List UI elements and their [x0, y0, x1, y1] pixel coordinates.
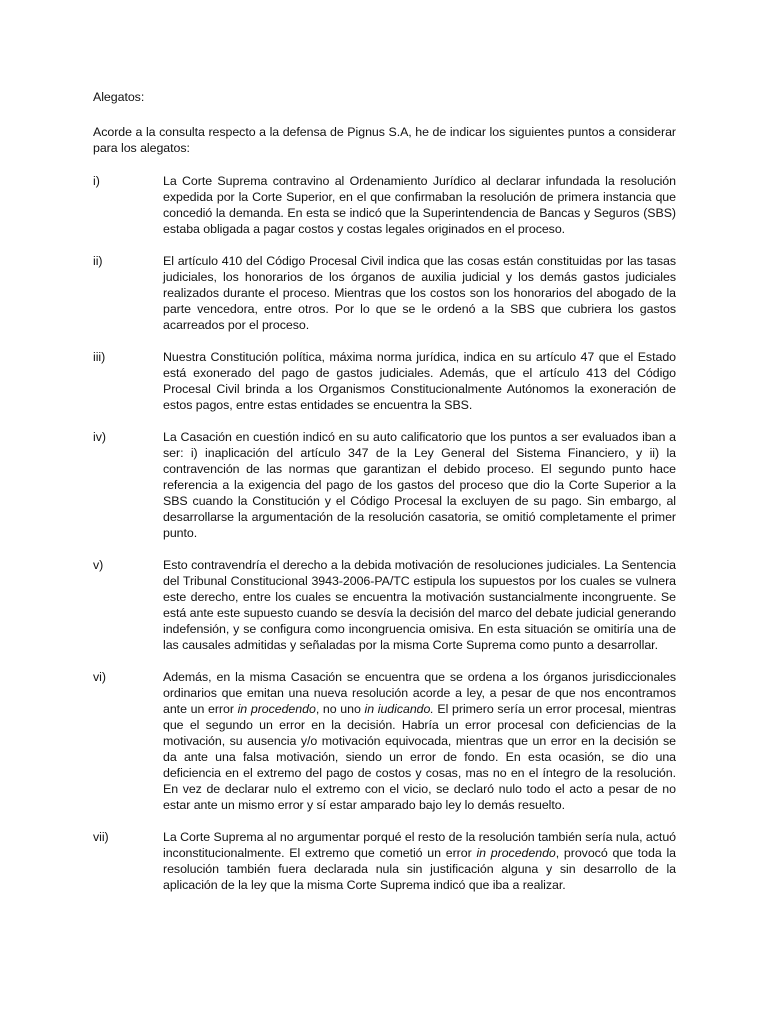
text-segment: La Corte Suprema al no argumentar porqué el resto de la resolución también sería nula, actuó inconstitucionalmente. El extremo que cometió un error [163, 830, 676, 860]
list-item-number: i) [93, 174, 100, 188]
list-item-text [163, 669, 676, 813]
list-item-number: vi) [93, 670, 106, 684]
list-item-text: La Casación en cuestión indicó en su auto calificatorio que los puntos a ser evaluados iban a ser: i) inaplicación del artículo 347 de la Ley General del Sistema Financiero, y ii) la contravención de las normas que garantizan el debido proceso. El segundo punto hace referencia a la exigencia del pago de los gastos del proceso que dio la Corte Superior a la SBS cuando la Constitución y el Código Procesal la excluyen de su pago. Sin embargo, al desarrollarse la argumentación de la resolución casatoria, se omitió completamente el primer punto. [163, 430, 676, 540]
list-item-iv [93, 429, 676, 541]
list-item-number: ii) [93, 254, 103, 268]
list-item-number: vii) [93, 830, 109, 844]
list-item-v [93, 557, 676, 653]
list-item-number: iv) [93, 430, 106, 444]
italic-term: in iudicando. [364, 702, 434, 716]
list-item-text: El artículo 410 del Código Procesal Civil indica que las cosas están constituidas por las tasas judiciales, los honorarios de los órganos de auxilia judicial y los demás gastos judiciales realizados durante el proceso. Mientras que los costos son los honorarios del abogado de la parte vencedora, entre otros. Por lo que se le ordenó a la SBS que cubriera los gastos acarreados por el proceso. [163, 254, 676, 332]
list-item-number: v) [93, 558, 104, 572]
text-segment: , no uno [315, 702, 365, 716]
list-item-vi [93, 669, 676, 813]
italic-term: in procedendo [237, 702, 316, 716]
text-segment: El primero sería un error procesal, mientras que el segundo un error en la decisión. Habría un error procesal con deficiencias de la motivación, su ausencia y/o motivación equivocada, mientras que un error en la decisión se da ante una falsa motivación, siendo un error de fondo. En esta ocasión, se dio una deficiencia en el extremo del pago de costos y cosas, mas no en el íntegro de la resolución. En vez de declarar nulo el extremo con el vicio, se declaró nulo todo el acto a pesar de no estar ante un mismo error y sí estar amparado bajo ley lo demás resuelto. [163, 702, 676, 812]
document-heading: Alegatos: [93, 90, 145, 104]
list-item-i [93, 173, 676, 237]
document-body [93, 89, 676, 909]
list-item-text [163, 829, 676, 893]
list-item-text: Nuestra Constitución política, máxima norma jurídica, indica en su artículo 47 que el Estado está exonerado del pago de gastos judiciales. Además, que el artículo 413 del Código Procesal Civil brinda a los Organismos Constitucionalmente Autónomos la exoneración de estos pagos, entre estas entidades se encuentra la SBS. [163, 350, 676, 412]
intro-paragraph: Acorde a la consulta respecto a la defensa de Pignus S.A, he de indicar los siguientes puntos a considerar para los alegatos: [93, 125, 676, 155]
list-item-iii [93, 349, 676, 413]
list-item-text: Esto contravendría el derecho a la debida motivación de resoluciones judiciales. La Sentencia del Tribunal Constitucional 3943-2006-PA/TC estipula los supuestos por los cuales se vulnera este derecho, entre los cuales se encuentra la motivación sustancialmente incongruente. Se está ante este supuesto cuando se desvía la decisión del marco del debate judicial generando indefensión, y se configura como incongruencia omisiva. En esta situación se omitiría una de las causales admitidas y señaladas por la misma Corte Suprema como punto a desarrollar. [163, 558, 676, 652]
list-item-text: La Corte Suprema contravino al Ordenamiento Jurídico al declarar infundada la resolución expedida por la Corte Superior, en el que confirmaban la resolución de primera instancia que concedió la demanda. En esta se indicó que la Superintendencia de Bancas y Seguros (SBS) estaba obligada a pagar costos y costas legales originados en el proceso. [163, 174, 676, 236]
list-item-vii [93, 829, 676, 893]
text-segment: , provocó que toda la resolución también fuera declarada nula sin justificación alguna y sin desarrollo de la aplicación de la ley que la misma Corte Suprema indicó que iba a realizar. [163, 846, 676, 892]
text-segment: Además, en la misma Casación se encuentra que se ordena a los órganos jurisdiccionales ordinarios que emitan una nueva resolución acorde a ley, a pesar de que nos encontramos ante un error [163, 670, 676, 716]
list-item-number: iii) [93, 350, 106, 364]
italic-term: in procedendo [476, 846, 556, 860]
list-item-ii [93, 253, 676, 333]
